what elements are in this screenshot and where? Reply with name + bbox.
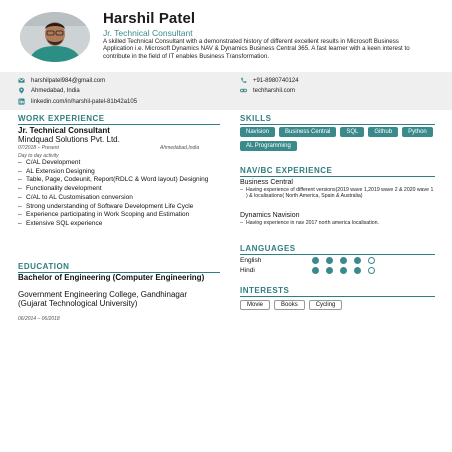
level-dot-filled <box>354 267 361 274</box>
level-dot-filled <box>312 267 319 274</box>
profile-photo <box>20 12 90 62</box>
skills-heading: SKILLS <box>240 114 272 123</box>
candidate-name: Harshil Patel <box>103 10 196 27</box>
linkedin-text: linkedin.com/in/harshil-patel-81b42a105 <box>31 98 138 105</box>
website-text: techharshil.com <box>253 87 296 94</box>
language-level-dots <box>312 257 375 264</box>
skill-tag: Navision <box>240 127 275 137</box>
level-dot-filled <box>326 267 333 274</box>
job-activity-label: Day to day activity <box>18 153 59 159</box>
email-text: harshilpatel984@gmail.com <box>31 77 106 84</box>
duty-item: – Functionality development <box>18 185 218 192</box>
contact-band <box>0 72 452 110</box>
contact-email[interactable] <box>18 77 105 84</box>
duty-item: – Strong understanding of Software Development Life Cycle <box>18 203 218 210</box>
skills-rule <box>240 124 435 125</box>
job-location: Ahmedabad,India <box>160 145 200 151</box>
skill-tag: Business Central <box>279 127 336 137</box>
education-school: Government Engineering College, Gandhinagar (Gujarat Technological University) <box>18 290 187 308</box>
language-row <box>240 267 440 274</box>
contact-phone[interactable] <box>240 77 299 84</box>
interest-tag: Books <box>274 300 305 310</box>
language-name: Hindi <box>240 267 255 274</box>
navbc-entry-name: Business Central <box>240 179 293 186</box>
skill-tag: SQL <box>340 127 364 137</box>
location-text: Ahmedabad, India <box>31 87 80 94</box>
level-dot-filled <box>326 257 333 264</box>
contact-location <box>18 87 80 94</box>
level-dot-filled <box>340 267 347 274</box>
email-icon <box>18 77 25 84</box>
level-dot-filled <box>312 257 319 264</box>
education-heading: EDUCATION <box>18 262 70 271</box>
duty-item: – C/AL Development <box>18 159 218 166</box>
summary-text: A skilled Technical Consultant with a demonstrated history of different excellent results in Microsoft Business Application i.e. Microsoft Dynamics NAV & Dynamics Business Central 365. A fast learner with a keen interest to contribute in the field of IT enables Business Transformation. <box>103 38 410 60</box>
job-title: Jr. Technical Consultant <box>18 126 110 135</box>
job-company: Mindquad Solutions Pvt. Ltd. <box>18 135 120 144</box>
contact-website[interactable] <box>240 87 295 94</box>
languages-rule <box>240 254 435 255</box>
navbc-experience-heading: NAV/BC EXPERIENCE <box>240 166 333 175</box>
skills-tags <box>240 127 435 151</box>
level-dot-filled <box>354 257 361 264</box>
phone-icon <box>240 77 247 84</box>
linkedin-icon <box>18 98 25 105</box>
language-name: English <box>240 257 262 264</box>
navbc-experience-rule <box>240 176 435 177</box>
work-experience-heading: WORK EXPERIENCE <box>18 114 105 123</box>
duty-item: – Table, Page, Codeunit, Report(RDLC & Word layout) Designing <box>18 176 218 183</box>
location-pin-icon <box>18 87 25 94</box>
contact-linkedin[interactable] <box>18 98 137 105</box>
navbc-entry-desc: – Having experience of different versions(2019 wave 1,2019 wave 2 & 2020 wave 1 ) & localisations( North America, Spain & Australia) <box>240 187 435 199</box>
skill-tag: AL Programming <box>240 141 297 151</box>
phone-text: +91-8980740124 <box>253 77 299 84</box>
duty-item: – Experience participating in Work Scoping and Estimation <box>18 211 218 218</box>
level-dot-empty <box>368 257 375 264</box>
profile-photo-image <box>20 12 90 62</box>
language-row <box>240 257 440 264</box>
level-dot-empty <box>368 267 375 274</box>
interest-tag: Movie <box>240 300 270 310</box>
education-degree: Bachelor of Engineering (Computer Engineering) <box>18 273 205 282</box>
resume-header <box>0 0 452 70</box>
candidate-role: Jr. Technical Consultant <box>103 28 193 38</box>
interests-rule <box>240 296 435 297</box>
navbc-entry-desc: – Having experience in nav 2017 north america localisation. <box>240 220 435 226</box>
skill-tag: Github <box>368 127 398 137</box>
duty-item: – C/AL to AL Customisation conversion <box>18 194 218 201</box>
link-icon <box>240 87 247 94</box>
duty-item: – AL Extension Designing <box>18 168 218 175</box>
skill-tag: Python <box>402 127 433 137</box>
navbc-entry-name: Dynamics Navision <box>240 212 300 219</box>
work-experience-rule <box>18 124 220 125</box>
job-duties-list <box>18 159 218 229</box>
education-dates: 06/2014 – 06/2018 <box>18 316 60 322</box>
interests-tags <box>240 300 435 310</box>
languages-heading: LANGUAGES <box>240 244 296 253</box>
interest-tag: Cycling <box>309 300 343 310</box>
interests-heading: INTERESTS <box>240 286 290 295</box>
job-dates: 07/2018 – Present <box>18 145 59 151</box>
level-dot-filled <box>340 257 347 264</box>
duty-item: – Extensive SQL experience <box>18 220 218 227</box>
language-level-dots <box>312 267 375 274</box>
